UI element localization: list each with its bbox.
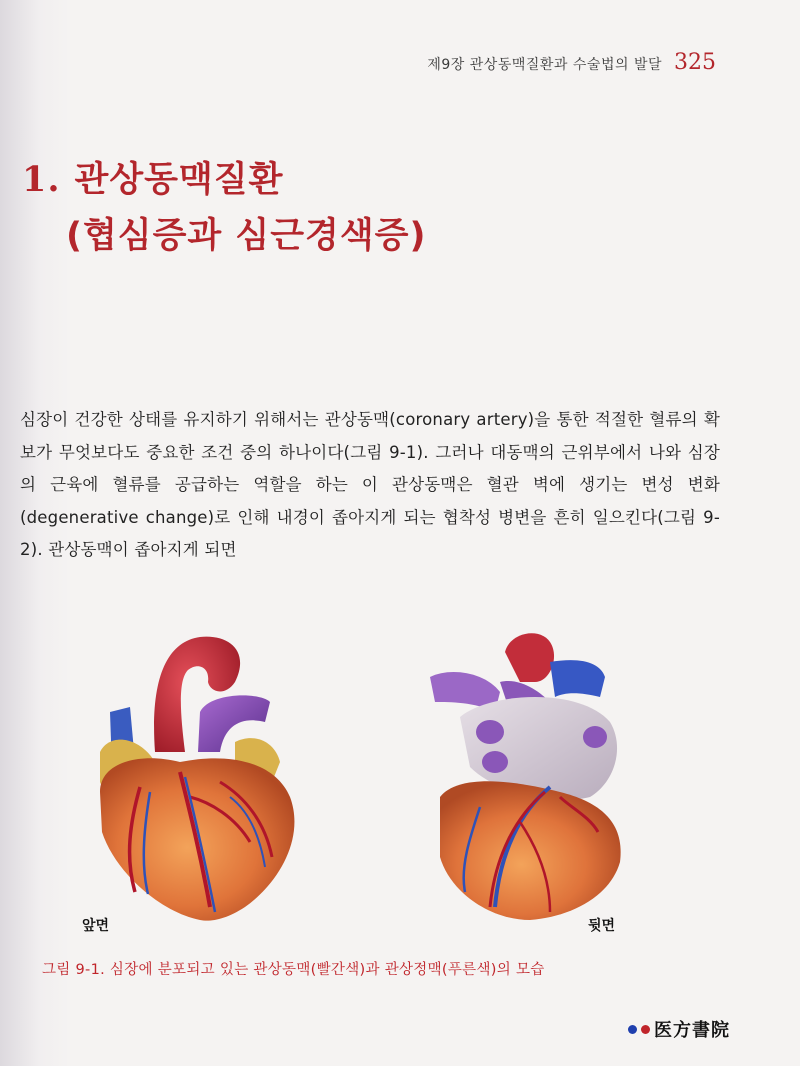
heart-front-illustration [60, 622, 360, 922]
publisher-dot-blue-icon [628, 1025, 637, 1034]
heart-figure [60, 622, 750, 942]
publisher-name: 医方書院 [654, 1020, 730, 1041]
figure-label-front: 앞면 [82, 918, 110, 934]
heart-back-illustration [400, 622, 700, 922]
body-paragraph: 심장이 건강한 상태를 유지하기 위해서는 관상동맥(coronary artery)을 통한 적절한 혈류의 확보가 무엇보다도 중요한 조건 중의 하나이다(그림 9-1). 그러나 대동맥의 근위부에서 나와 심장의 근육에 혈류를 공급하는 역할을 하는 이 관상동맥은 혈관 벽에 생기는 변성 변화(degenerative change)로 인해 내경이 좁아지게 되는 협착성 병변을 흔히 일으킨다(그림 9-2). 관상동맥이 좁아지게 되면 [20, 410, 720, 559]
section-title [22, 152, 426, 264]
figure-caption: 그림 9-1. 심장에 분포되고 있는 관상동맥(빨간색)과 관상정맥(푸른색)의 모습 [42, 962, 545, 978]
section-number: 1. [22, 159, 61, 200]
section-title-line1: 관상동맥질환 [74, 160, 284, 200]
running-header [427, 50, 716, 75]
chapter-header-text: 제9장 관상동맥질환과 수술법의 발달 [427, 57, 662, 73]
page-number: 325 [674, 50, 716, 75]
section-title-line2: (협심증과 심근경색증) [66, 216, 427, 256]
publisher-dot-red-icon [641, 1025, 650, 1034]
publisher-logo [628, 1016, 730, 1042]
figure-label-back: 뒷면 [588, 918, 616, 934]
